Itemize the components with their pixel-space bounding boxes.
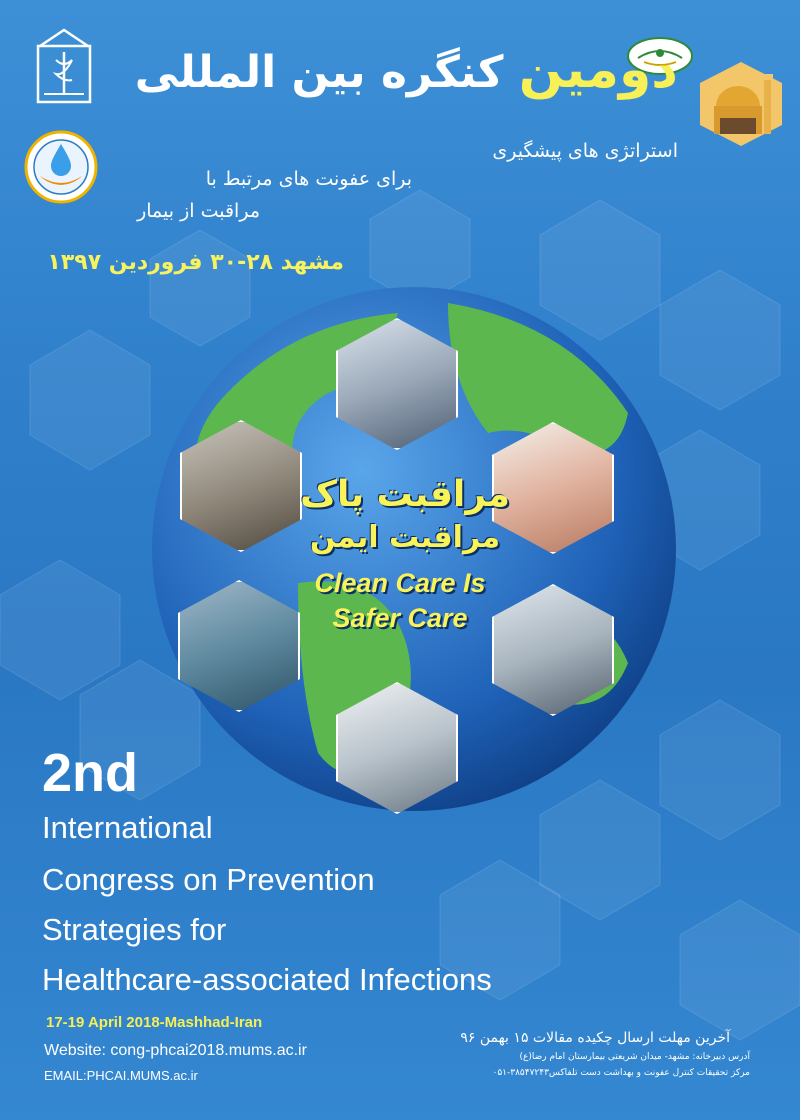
persian-address-2: مرکز تحقیقات کنترل عفونت و بهداشت دست تلفاکس۳۸۵۴۷۲۴۳-۰۵۱ [492, 1068, 750, 1078]
english-title-line-4: Healthcare-associated Infections [42, 962, 492, 997]
english-title-line-3: Strategies for [42, 912, 227, 947]
english-ordinal: 2nd [42, 743, 139, 803]
website-link[interactable]: Website: cong-phcai2018.mums.ac.ir [44, 1042, 307, 1059]
university-logo-caption [98, 32, 120, 122]
persian-subtitle-3: مراقبت از بیمار [137, 200, 260, 222]
english-title-line-1: International [42, 810, 213, 845]
persian-title-rest: کنگره بین المللی [134, 47, 504, 98]
persian-subtitle-1: استراتژی های پیشگیری [492, 140, 678, 162]
slogan-fa-1: مراقبت پاک [300, 474, 510, 515]
university-logo [34, 28, 94, 104]
slogan-fa-2: مراقبت ایمن [309, 520, 501, 555]
persian-subtitle-2: برای عفونت های مرتبط با [205, 168, 412, 190]
shrine-image [700, 62, 782, 146]
english-title-line-2: Congress on Prevention [42, 862, 375, 897]
english-date: 17-19 April 2018-Mashhad-Iran [46, 1014, 263, 1031]
persian-date: مشهد ۲۸-۳۰ فروردین ۱۳۹۷ [47, 250, 344, 275]
persian-deadline: آخرین مهلت ارسال چکیده مقالات ۱۵ بهمن ۹۶ [460, 1030, 730, 1046]
email-link[interactable]: EMAIL:PHCAI.MUMS.ac.ir [44, 1068, 198, 1083]
infection-control-logo [24, 130, 98, 204]
slogan-en-2: Safer Care [332, 603, 468, 633]
persian-title [118, 40, 678, 100]
slogan-en-1: Clean Care Is [314, 568, 486, 598]
persian-title-emphasis: دومین [518, 40, 678, 100]
persian-address-1: آدرس دبیرخانه: مشهد- میدان شریعتی بیمارستان امام رضا(ع) [519, 1052, 750, 1062]
